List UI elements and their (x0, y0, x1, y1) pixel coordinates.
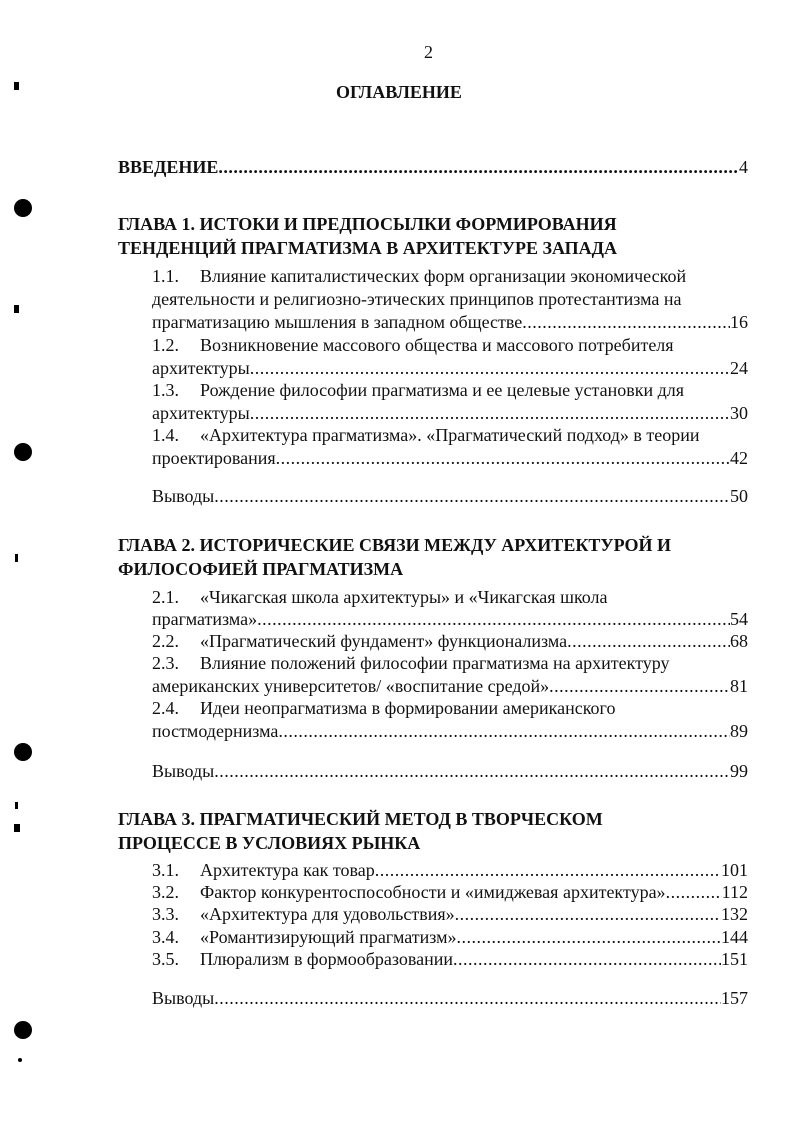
section-number: 3.3. (152, 904, 179, 924)
entry-page: 144 (721, 927, 748, 947)
dot-leader (666, 881, 722, 903)
scan-mark (18, 1058, 22, 1062)
entry-text: «Романтизирующий прагматизм» (200, 927, 457, 947)
entry-text: Выводы (152, 486, 215, 506)
chapter-1-heading: ТЕНДЕНЦИЙ ПРАГМАТИЗМА В АРХИТЕКТУРЕ ЗАПАДА (118, 238, 617, 258)
entry-text: проектирования (152, 448, 276, 468)
entry-page: 42 (730, 448, 748, 468)
entry-page: 132 (721, 904, 748, 924)
dot-leader (278, 720, 730, 742)
page-number: 2 (424, 42, 433, 62)
toc-entry[interactable] (152, 881, 748, 903)
section-number: 2.4. (152, 698, 179, 718)
dot-leader (375, 859, 721, 881)
toc-entry[interactable] (152, 652, 670, 674)
entry-text: архитектуры (152, 403, 250, 423)
entry-page: 4 (739, 157, 748, 177)
toc-entry[interactable] (152, 265, 686, 287)
toc-entry-line[interactable] (152, 447, 748, 469)
entry-text: прагматизма» (152, 609, 258, 629)
toc-entry-line[interactable] (152, 720, 748, 742)
binder-hole (14, 1021, 32, 1039)
dot-leader (250, 402, 730, 424)
scan-mark (14, 824, 20, 832)
entry-page: 81 (730, 676, 748, 696)
toc-entry[interactable] (152, 859, 748, 881)
scan-mark (14, 305, 19, 313)
dot-leader (457, 926, 722, 948)
entry-text: Идеи неопрагматизма в формировании американского (200, 698, 616, 718)
section-number: 1.3. (152, 380, 179, 400)
toc-entry[interactable] (152, 903, 748, 925)
toc-entry-line[interactable] (152, 357, 748, 379)
dot-leader (567, 630, 730, 652)
entry-text: Возникновение массового общества и массового потребителя (200, 335, 674, 355)
entry-text: постмодернизма (152, 721, 279, 741)
toc-entry-line[interactable] (152, 608, 748, 630)
dot-leader (214, 760, 730, 782)
entry-label: ВВЕДЕНИЕ (118, 157, 219, 177)
chapter-2-heading: ГЛАВА 2. ИСТОРИЧЕСКИЕ СВЯЗИ МЕЖДУ АРХИТЕКТУРОЙ И (118, 535, 671, 555)
section-number: 3.2. (152, 882, 179, 902)
binder-hole (14, 743, 32, 761)
scan-mark (15, 554, 18, 562)
toc-entry-intro[interactable] (118, 156, 748, 178)
entry-text: Влияние положений философии прагматизма на архитектуру (200, 653, 670, 673)
toc-entry-line[interactable] (152, 311, 748, 333)
toc-entry-conclusions[interactable] (152, 485, 748, 507)
scan-mark (15, 802, 18, 809)
entry-page: 151 (721, 949, 748, 969)
entry-page: 89 (730, 721, 748, 741)
dot-leader (250, 357, 730, 379)
entry-page: 99 (730, 761, 748, 781)
chapter-3-heading: ПРОЦЕССЕ В УСЛОВИЯХ РЫНКА (118, 833, 421, 853)
entry-page: 54 (730, 609, 748, 629)
binder-hole (14, 443, 32, 461)
entry-text: Рождение философии прагматизма и ее целевые установки для (200, 380, 685, 400)
entry-text: Плюрализм в формообразовании (200, 949, 454, 969)
toc-entry[interactable] (152, 586, 608, 608)
section-number: 3.5. (152, 949, 179, 969)
dot-leader (455, 903, 721, 925)
toc-entry[interactable] (152, 424, 700, 446)
toc-entry[interactable] (152, 334, 674, 356)
toc-entry[interactable] (152, 630, 748, 652)
entry-text: Выводы (152, 761, 215, 781)
entry-text: Влияние капиталистических форм организации экономической (200, 266, 687, 286)
section-number: 2.3. (152, 653, 179, 673)
toc-entry[interactable] (152, 926, 748, 948)
section-number: 1.2. (152, 335, 179, 355)
toc-entry-line[interactable] (152, 402, 748, 424)
entry-text: Фактор конкурентоспособности и «имиджевая архитектура» (200, 882, 666, 902)
page-title: ОГЛАВЛЕНИЕ (336, 82, 462, 102)
entry-page: 68 (730, 631, 748, 651)
toc-entry[interactable] (152, 697, 616, 719)
chapter-1-heading: ГЛАВА 1. ИСТОКИ И ПРЕДПОСЫЛКИ ФОРМИРОВАНИЯ (118, 214, 617, 234)
dot-leader (214, 485, 730, 507)
entry-text: Архитектура как товар (200, 860, 375, 880)
dot-leader (257, 608, 730, 630)
entry-text: американских университетов/ «воспитание средой» (152, 676, 550, 696)
section-number: 3.1. (152, 860, 179, 880)
toc-entry-conclusions[interactable] (152, 987, 748, 1009)
entry-text: прагматизацию мышления в западном обществе (152, 312, 523, 332)
entry-page: 30 (730, 403, 748, 423)
section-number: 2.2. (152, 631, 179, 651)
section-number: 2.1. (152, 587, 179, 607)
section-number: 1.1. (152, 266, 179, 286)
entry-page: 101 (721, 860, 748, 880)
entry-text: деятельности и религиозно-этических принципов протестантизма на (152, 289, 682, 309)
entry-text: «Чикагская школа архитектуры» и «Чикагская школа (200, 587, 608, 607)
scan-mark (14, 82, 19, 90)
dot-leader (522, 311, 730, 333)
chapter-2-heading: ФИЛОСОФИЕЙ ПРАГМАТИЗМА (118, 559, 404, 579)
entry-text: «Прагматический фундамент» функционализма (200, 631, 568, 651)
entry-page: 24 (730, 358, 748, 378)
entry-text: «Архитектура прагматизма». «Прагматический подход» в теории (200, 425, 700, 445)
entry-page: 112 (721, 882, 748, 902)
toc-entry[interactable] (152, 948, 748, 970)
toc-entry-line[interactable] (152, 675, 748, 697)
entry-page: 157 (721, 988, 748, 1008)
toc-entry[interactable] (152, 379, 684, 401)
dot-leader (218, 156, 739, 178)
binder-hole (14, 199, 32, 217)
section-number: 3.4. (152, 927, 179, 947)
entry-text: «Архитектура для удовольствия» (200, 904, 455, 924)
entry-page: 50 (730, 486, 748, 506)
chapter-3-heading: ГЛАВА 3. ПРАГМАТИЧЕСКИЙ МЕТОД В ТВОРЧЕСКОМ (118, 809, 603, 829)
entry-page: 16 (730, 312, 748, 332)
dot-leader (549, 675, 730, 697)
dot-leader (453, 948, 721, 970)
entry-text: Выводы (152, 988, 215, 1008)
section-number: 1.4. (152, 425, 179, 445)
entry-text: архитектуры (152, 358, 250, 378)
dot-leader (276, 447, 730, 469)
toc-entry-conclusions[interactable] (152, 760, 748, 782)
dot-leader (214, 987, 721, 1009)
